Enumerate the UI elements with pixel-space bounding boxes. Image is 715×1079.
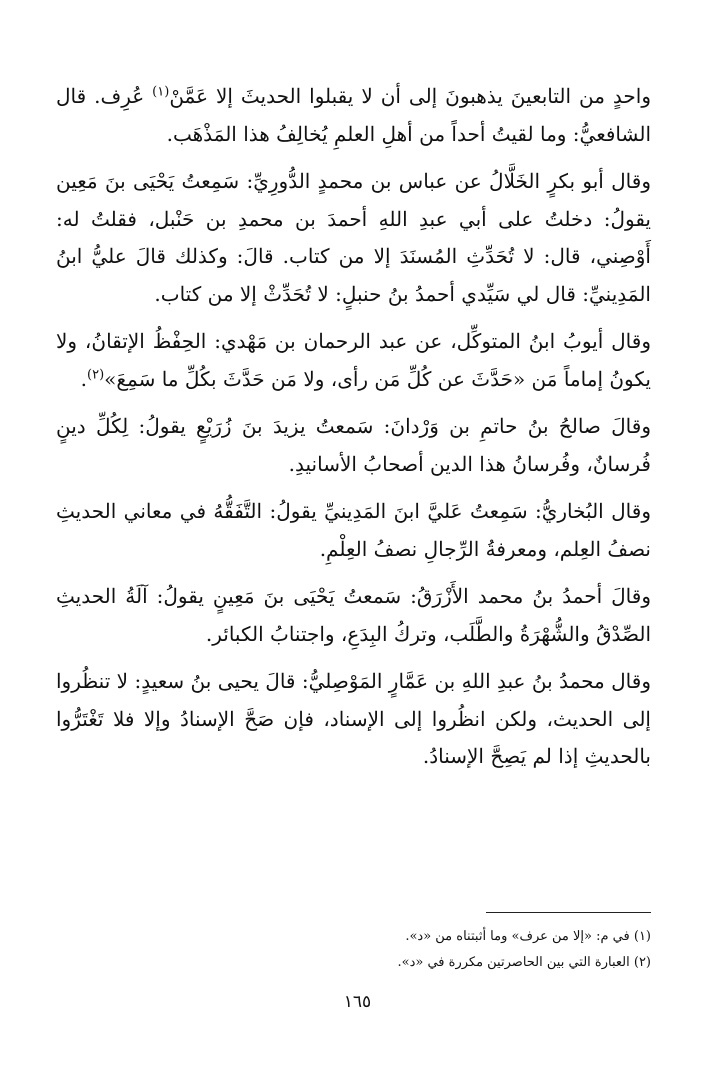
footnote-divider xyxy=(486,912,651,913)
paragraph-1-continuation: عُرِف. قال الشافعيُّ: وما لقيتُ أحداً من أهلِ العلمِ يُخالِفُ هذا المَذْهَب. xyxy=(56,84,651,146)
paragraph-7: وقال محمدُ بنُ عبدِ اللهِ بن عَمَّارٍ المَوْصِليُّ: قالَ يحيى بنُ سعيدٍ: لا تنظُروا إلى الحديث، ولكن انظُروا إلى الإسناد، فإن صَحَّ الإسنادُ وإلا فلا تَغْتَرُّوا بالحديثِ إذا لم يَصِحَّ الإسنادُ. xyxy=(56,669,651,768)
paragraph-1-text: واحدٍ من التابعينَ يذهبونَ إلى أن لا يقبلوا الحديثَ إلا عَمَّنْ xyxy=(169,84,651,108)
footnotes xyxy=(56,924,651,976)
footnote-ref-2[interactable]: (٢) xyxy=(87,366,105,382)
paragraph-3-end: . xyxy=(80,366,87,391)
footnote-ref-1[interactable]: (١) xyxy=(152,84,170,100)
paragraph-5: وقال البُخاريُّ: سَمِعتُ عَليَّ ابنَ المَدِينيِّ يقولُ: التَّفَقُّهُ في معاني الحديثِ نصفُ العِلم، ومعرفةُ الرِّجالِ نصفُ العِلْمِ. xyxy=(56,499,651,561)
paragraph-6: وقالَ أحمدُ بنُ محمد الأَزْرَقُ: سَمعتُ يَحْيَى بنَ مَعِينٍ يقولُ: آلَةُ الحديثِ الصِّدْقُ والشُّهْرَةُ والطَّلَب، وتركُ البِدَعِ، واجتنابُ الكبائر. xyxy=(56,584,651,646)
paragraph-3 xyxy=(56,323,651,398)
footnote-2: (٢) العبارة التي بين الحاصرتين مكررة في «د». xyxy=(397,955,651,970)
paragraph-1 xyxy=(56,78,651,153)
page-number: ١٦٥ xyxy=(343,992,372,1012)
paragraph-3-text: وقال أيوبُ ابنُ المتوكِّل، عن عبد الرحمان بن مَهْدي: الحِفْظُ الإتقانُ، ولا يكونُ إماماً مَن «حَدَّثَ عن كُلِّ مَن رأى، ولا مَن حَدَّثَ بكُلِّ ما سَمِعَ» xyxy=(56,329,651,391)
paragraph-4: وقالَ صالحُ بنُ حاتمِ بن وَرْدانَ: سَمعتُ يزيدَ بنَ زُرَيْعٍ يقولُ: لِكُلِّ دينٍ فُرسانٌ، وفُرسانُ هذا الدين أصحابُ الأسانيدِ. xyxy=(56,414,651,476)
footnote-1: (١) في م: «إلا من عرف» وما أثبتناه من «د». xyxy=(405,929,651,944)
paragraph-2: وقال أبو بكرٍ الخَلَّالُ عن عباس بن محمدٍ الدُّورِيِّ: سَمِعتُ يَحْيَى بنَ مَعِين يقولُ: دخلتُ على أبي عبدِ اللهِ أحمدَ بن محمدِ بن حَنْبل، فقلتُ له: أَوْصِني، قال: لا تُحَدِّثِ المُسنَدَ إلا من كتاب. قالَ: وكذلك قالَ عليُّ ابنُ المَدِينيِّ: قال لي سَيِّدي أحمدُ بنُ حنبلٍ: لا تُحَدِّثْ إلا من كتاب. xyxy=(56,169,651,306)
